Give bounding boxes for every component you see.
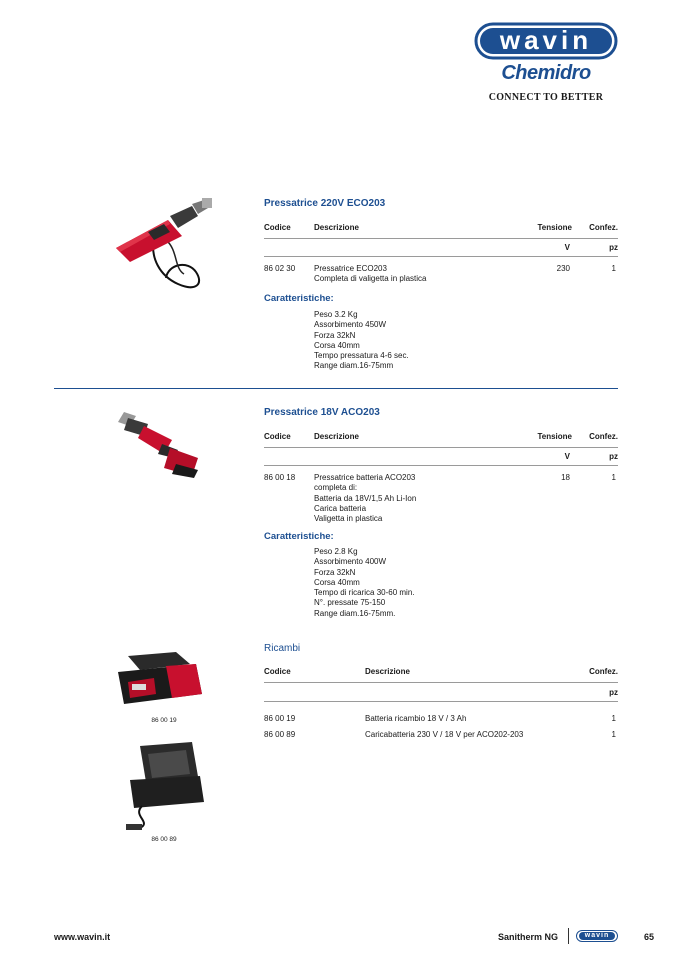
section1-header-confez: Confez.: [589, 223, 618, 232]
section1-unit-rule: [264, 256, 618, 257]
tagline: CONNECT TO BETTER: [488, 92, 604, 103]
section1-title: Pressatrice 220V ECO203: [264, 198, 386, 209]
wavin-logo: [474, 22, 618, 60]
ricambi-row2-descrizione: Caricabatteria 230 V / 18 V per ACO202-203: [365, 730, 524, 739]
chemidro-logo: Chemidro: [501, 62, 591, 84]
section-divider: [54, 388, 618, 389]
section2-desc-line: Batteria da 18V/1,5 Ah Li-Ion: [314, 493, 417, 503]
section2-desc-line: Pressatrice batteria ACO203: [314, 473, 416, 482]
section2-features-title: Caratteristiche:: [264, 531, 334, 542]
feature-item: Assorbimento 400W: [314, 557, 387, 567]
feature-item: Tempo di ricarica 30-60 min.: [314, 588, 415, 598]
footer-badge-text: wavin: [579, 932, 615, 940]
section1-row-descrizione: [314, 264, 427, 285]
section2-features-list: [314, 547, 414, 619]
ricambi-row1-confez: 1: [611, 714, 616, 723]
ricambi-title: Ricambi: [264, 643, 301, 654]
section1-row-tensione: 230: [556, 264, 570, 273]
feature-item: N°. pressate 75-150: [314, 598, 386, 608]
feature-item: Corsa 40mm: [314, 340, 360, 350]
battery-caption: 86 00 19: [151, 717, 177, 724]
ricambi-unit-rule: [264, 701, 618, 702]
charger-image: [122, 740, 206, 832]
section1-header-rule: [264, 238, 618, 239]
section1-unit-v: V: [564, 243, 570, 252]
section2-unit-rule: [264, 465, 618, 466]
feature-item: Forza 32kN: [314, 567, 356, 577]
section1-row-confez: 1: [611, 264, 616, 273]
footer-product-line: Sanitherm NG: [497, 932, 558, 942]
section2-header-tensione: Tensione: [537, 432, 572, 441]
ricambi-header-rule: [264, 682, 618, 683]
section2-desc-line: Carica batteria: [314, 503, 367, 513]
feature-item: Range diam.16-75mm: [314, 361, 394, 371]
charger-caption: 86 00 89: [151, 836, 177, 843]
footer-wavin-badge: [576, 930, 618, 942]
aco203-press-tool-image: [114, 408, 204, 480]
section2-row-descrizione: [314, 473, 416, 524]
section2-desc-line: Valigetta in plastica: [314, 514, 383, 524]
section2-unit-pz: pz: [609, 452, 618, 461]
ricambi-row2-confez: 1: [611, 730, 616, 739]
wavin-logo-text: wavin: [499, 25, 593, 55]
feature-item: Assorbimento 450W: [314, 320, 387, 330]
section2-unit-v: V: [564, 452, 570, 461]
feature-item: Range diam.16-75mm.: [314, 608, 396, 618]
ricambi-header-confez: Confez.: [589, 667, 618, 676]
footer-page-number: 65: [643, 932, 654, 942]
ricambi-row1-codice: 86 00 19: [264, 714, 296, 723]
feature-item: Peso 2.8 Kg: [314, 547, 358, 556]
ricambi-row1-descrizione: Batteria ricambio 18 V / 3 Ah: [365, 714, 467, 723]
ricambi-header-codice: Codice: [264, 667, 291, 676]
section2-header-descrizione: Descrizione: [314, 432, 359, 441]
section2-desc-line: completa di:: [314, 483, 358, 493]
section1-desc-line: Completa di valigetta in plastica: [314, 274, 427, 284]
feature-item: Peso 3.2 Kg: [314, 310, 358, 319]
section2-header-confez: Confez.: [589, 432, 618, 441]
feature-item: Corsa 40mm: [314, 577, 360, 587]
section1-header-codice: Codice: [264, 223, 291, 232]
feature-item: Tempo pressatura 4-6 sec.: [314, 351, 409, 361]
feature-item: Forza 32kN: [314, 330, 356, 340]
section2-row-confez: 1: [611, 473, 616, 482]
section2-row-tensione: 18: [561, 473, 570, 482]
section2-title: Pressatrice 18V ACO203: [264, 407, 380, 418]
section1-features-title: Caratteristiche:: [264, 293, 334, 304]
section2-row-codice: 86 00 18: [264, 473, 296, 482]
ricambi-unit-pz: pz: [609, 688, 618, 697]
section1-header-tensione: Tensione: [537, 223, 572, 232]
section1-row-codice: 86 02 30: [264, 264, 296, 273]
ricambi-row2-codice: 86 00 89: [264, 730, 296, 739]
section2-header-rule: [264, 447, 618, 448]
section1-desc-line: Pressatrice ECO203: [314, 264, 387, 273]
footer-separator: [568, 928, 569, 944]
ricambi-header-descrizione: Descrizione: [365, 667, 410, 676]
eco203-press-tool-image: [108, 198, 220, 298]
footer-website[interactable]: www.wavin.it: [54, 932, 111, 942]
section1-unit-pz: pz: [609, 243, 618, 252]
section1-header-descrizione: Descrizione: [314, 223, 359, 232]
section2-header-codice: Codice: [264, 432, 291, 441]
battery-image: [114, 648, 206, 710]
section1-features-list: [314, 310, 409, 372]
